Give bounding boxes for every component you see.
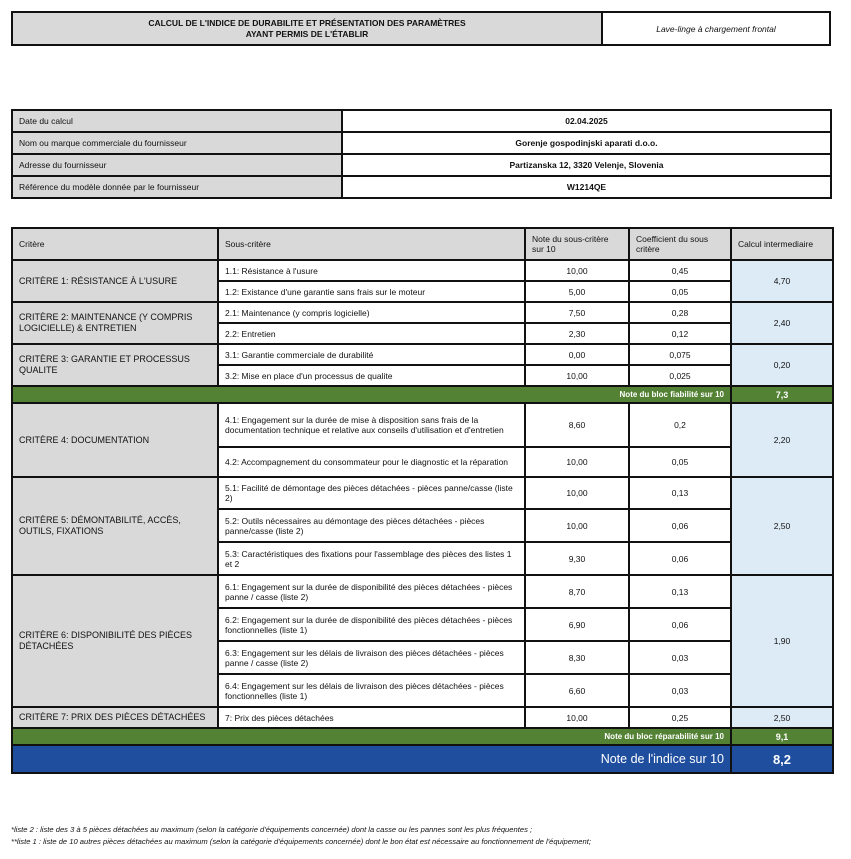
document-header	[11, 11, 831, 46]
title-line-1: CALCUL DE L'INDICE DE DURABILITE ET PRÉSENTATION DES PARAMÈTRES	[148, 17, 466, 28]
sub-criterion-label: 4.2: Accompagnement du consommateur pour le diagnostic et la réparation	[218, 447, 525, 477]
info-label: Référence du modèle donnée par le fournisseur	[12, 176, 342, 198]
sub-criterion-note: 8,30	[525, 641, 629, 674]
index-total-value: 8,2	[731, 745, 833, 773]
sub-criterion-note: 2,30	[525, 323, 629, 344]
supplier-info-table	[11, 109, 832, 199]
table-row	[12, 477, 833, 509]
col-header-note: Note du sous-critère sur 10	[525, 228, 629, 260]
sub-criterion-note: 9,30	[525, 542, 629, 575]
info-row	[12, 154, 831, 176]
index-total-label: Note de l'indice sur 10	[12, 745, 731, 773]
table-row	[12, 707, 833, 728]
intermediate-calc: 0,20	[731, 344, 833, 386]
sub-criterion-coef: 0,03	[629, 674, 731, 707]
sub-criterion-coef: 0,025	[629, 365, 731, 386]
sub-criterion-coef: 0,03	[629, 641, 731, 674]
footnotes	[11, 824, 841, 848]
criterion-name: CRITÈRE 7: PRIX DES PIÈCES DÉTACHÉES	[12, 707, 218, 728]
sub-criterion-label: 2.1: Maintenance (y compris logicielle)	[218, 302, 525, 323]
fiabilite-total-row-value: 7,3	[731, 386, 833, 403]
table-row	[12, 575, 833, 608]
footnote-liste-2: *liste 2 : liste des 3 à 5 pièces détachées au maximum (selon la catégorie d'équipements concernée) dont la casse ou les pannes sont les plus fréquentes ;	[11, 825, 533, 834]
table-header-row	[12, 228, 833, 260]
criterion-name: CRITÈRE 5: DÉMONTABILITÉ, ACCÈS, OUTILS, FIXATIONS	[12, 477, 218, 575]
col-header-coef: Coefficient du sous critère	[629, 228, 731, 260]
info-label: Nom ou marque commerciale du fournisseur	[12, 132, 342, 154]
criterion-name: CRITÈRE 3: GARANTIE ET PROCESSUS QUALITE	[12, 344, 218, 386]
info-label: Adresse du fournisseur	[12, 154, 342, 176]
sub-criterion-label: 5.3: Caractéristiques des fixations pour l'assemblage des pièces des listes 1 et 2	[218, 542, 525, 575]
table-row	[12, 344, 833, 365]
sub-criterion-coef: 0,45	[629, 260, 731, 281]
intermediate-calc: 2,40	[731, 302, 833, 344]
info-value: W1214QE	[342, 176, 831, 198]
sub-criterion-coef: 0,28	[629, 302, 731, 323]
criterion-name: CRITÈRE 4: DOCUMENTATION	[12, 403, 218, 477]
intermediate-calc: 1,90	[731, 575, 833, 707]
sub-criterion-label: 1.1: Résistance à l'usure	[218, 260, 525, 281]
sub-criterion-label: 5.1: Facilité de démontage des pièces détachées - pièces panne/casse (liste 2)	[218, 477, 525, 509]
index-total-row	[12, 745, 833, 773]
title-line-2: AYANT PERMIS DE L'ÉTABLIR	[245, 28, 369, 39]
sub-criterion-coef: 0,25	[629, 707, 731, 728]
durability-score-table	[11, 227, 834, 774]
col-header-critere: Critère	[12, 228, 218, 260]
footnote-liste-1: **liste 1 : liste de 10 autres pièces détachées au maximum (selon la catégorie d'équipements concernée) dont le bon état est nécessaire au fonctionnement de l'équipement;	[11, 837, 591, 846]
product-type: Lave-linge à chargement frontal	[656, 23, 776, 34]
sub-criterion-label: 3.1: Garantie commerciale de durabilité	[218, 344, 525, 365]
sub-criterion-note: 10,00	[525, 477, 629, 509]
reparabilite-total-row	[12, 728, 833, 745]
table-row	[12, 302, 833, 323]
sub-criterion-note: 5,00	[525, 281, 629, 302]
sub-criterion-coef: 0,13	[629, 575, 731, 608]
sub-criterion-note: 10,00	[525, 260, 629, 281]
sub-criterion-label: 5.2: Outils nécessaires au démontage des pièces détachées - pièces panne/casse (liste 2)	[218, 509, 525, 542]
info-label: Date du calcul	[12, 110, 342, 132]
reparabilite-total-row-label: Note du bloc réparabilité sur 10	[12, 728, 731, 745]
sub-criterion-note: 10,00	[525, 509, 629, 542]
criterion-name: CRITÈRE 6: DISPONIBILITÉ DES PIÈCES DÉTACHÉES	[12, 575, 218, 707]
sub-criterion-coef: 0,05	[629, 447, 731, 477]
fiabilite-total-row	[12, 386, 833, 403]
sub-criterion-label: 6.4: Engagement sur les délais de livraison des pièces détachées - pièces fonctionnelles (liste 1)	[218, 674, 525, 707]
col-header-calc: Calcul intermediaire	[731, 228, 833, 260]
reparabilite-total-row-value: 9,1	[731, 728, 833, 745]
sub-criterion-coef: 0,13	[629, 477, 731, 509]
intermediate-calc: 2,50	[731, 477, 833, 575]
fiabilite-total-row-label: Note du bloc fiabilité sur 10	[12, 386, 731, 403]
info-value: 02.04.2025	[342, 110, 831, 132]
info-row	[12, 110, 831, 132]
sub-criterion-coef: 0,05	[629, 281, 731, 302]
sub-criterion-note: 8,70	[525, 575, 629, 608]
sub-criterion-note: 10,00	[525, 447, 629, 477]
sub-criterion-coef: 0,06	[629, 542, 731, 575]
table-row	[12, 403, 833, 447]
sub-criterion-note: 10,00	[525, 365, 629, 386]
criterion-name: CRITÈRE 1: RÉSISTANCE À L'USURE	[12, 260, 218, 302]
info-value: Gorenje gospodinjski aparati d.o.o.	[342, 132, 831, 154]
sub-criterion-note: 8,60	[525, 403, 629, 447]
info-row	[12, 132, 831, 154]
sub-criterion-coef: 0,06	[629, 509, 731, 542]
sub-criterion-coef: 0,075	[629, 344, 731, 365]
criterion-name: CRITÈRE 2: MAINTENANCE (Y COMPRIS LOGICIELLE) & ENTRETIEN	[12, 302, 218, 344]
sub-criterion-label: 6.1: Engagement sur la durée de disponibilité des pièces détachées - pièces panne / casse (liste 2)	[218, 575, 525, 608]
sub-criterion-label: 4.1: Engagement sur la durée de mise à disposition sans frais de la documentation technique et relative aux conseils d'utilisation et d'entretien	[218, 403, 525, 447]
intermediate-calc: 2,20	[731, 403, 833, 477]
sub-criterion-coef: 0,12	[629, 323, 731, 344]
sub-criterion-label: 3.2: Mise en place d'un processus de qualite	[218, 365, 525, 386]
sub-criterion-note: 0,00	[525, 344, 629, 365]
sub-criterion-coef: 0,06	[629, 608, 731, 641]
sub-criterion-label: 1.2: Existance d'une garantie sans frais sur le moteur	[218, 281, 525, 302]
sub-criterion-note: 10,00	[525, 707, 629, 728]
sub-criterion-note: 7,50	[525, 302, 629, 323]
info-row	[12, 176, 831, 198]
sub-criterion-label: 6.3: Engagement sur les délais de livraison des pièces détachées - pièces panne / casse (liste 2)	[218, 641, 525, 674]
sub-criterion-coef: 0,2	[629, 403, 731, 447]
intermediate-calc: 4,70	[731, 260, 833, 302]
sub-criterion-label: 2.2: Entretien	[218, 323, 525, 344]
sub-criterion-label: 6.2: Engagement sur la durée de disponibilité des pièces détachées - pièces fonctionnelles (liste 1)	[218, 608, 525, 641]
table-row	[12, 260, 833, 281]
sub-criterion-note: 6,60	[525, 674, 629, 707]
sub-criterion-note: 6,90	[525, 608, 629, 641]
sub-criterion-label: 7: Prix des pièces détachées	[218, 707, 525, 728]
document-title	[13, 13, 603, 44]
intermediate-calc: 2,50	[731, 707, 833, 728]
info-value: Partizanska 12, 3320 Velenje, Slovenia	[342, 154, 831, 176]
col-header-sous-critere: Sous-critère	[218, 228, 525, 260]
